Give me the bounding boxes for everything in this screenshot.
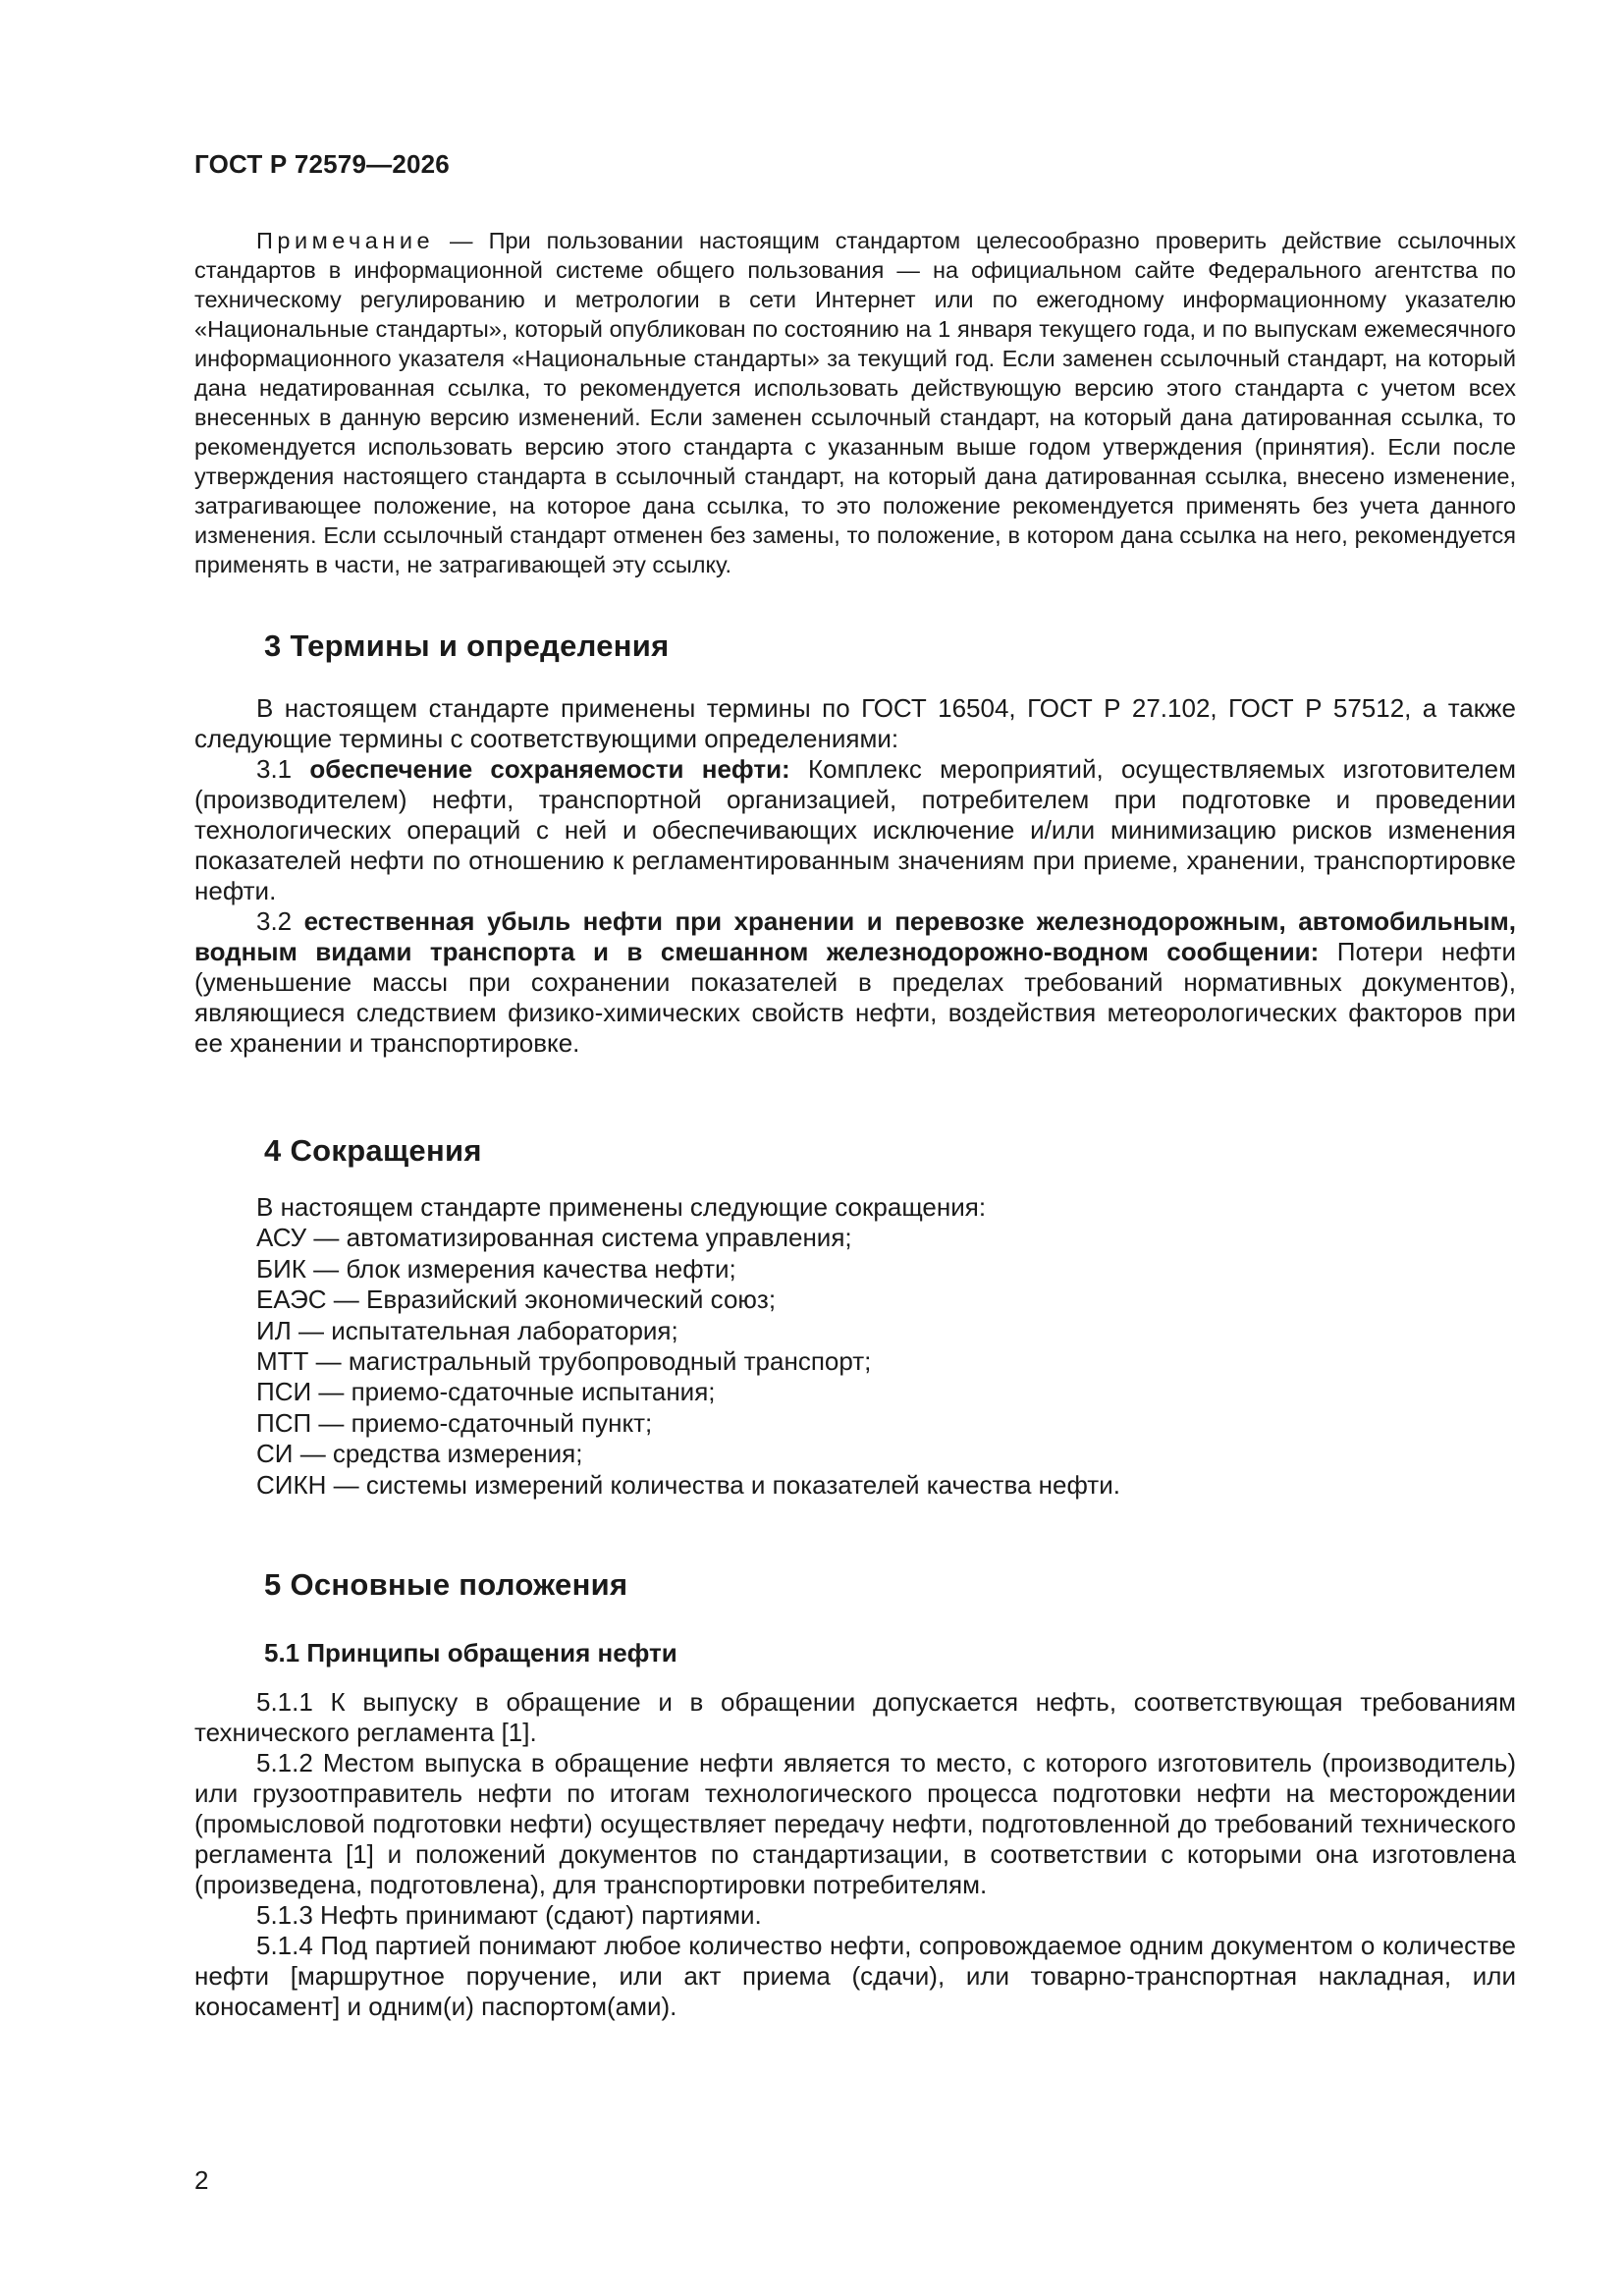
term-definition: Потери нефти (уменьшение массы при сохранении показателей в пределах требований нормативных документов), являющиеся следствием физико-химических свойств нефти, воздействия метеорологических факторов при ее хранении и транспортировке. [194, 937, 1516, 1058]
section-5-heading: 5 Основные положения [264, 1567, 628, 1602]
abbreviation-item: БИК — блок измерения качества нефти; [256, 1253, 736, 1284]
abbreviation-item: СИКН — системы измерений количества и показателей качества нефти. [256, 1469, 1120, 1500]
term-number: 3.2 [256, 906, 293, 936]
clause-5-1-4: 5.1.4 Под партией понимают любое количество нефти, сопровождаемое одним документом о количестве нефти [маршрутное поручение, или акт приема (сдачи), или товарно-транспортная накладная, или коносамент] и одним(и) паспортом(ами). [194, 1931, 1516, 2021]
section-5-body [194, 1687, 1516, 2022]
abbreviation-item: АСУ — автоматизированная система управления; [256, 1223, 852, 1253]
section-3-intro: В настоящем стандарте применены термины по ГОСТ 16504, ГОСТ Р 27.102, ГОСТ Р 57512, а также следующие термины с соответствующими определениями: [194, 693, 1516, 753]
note-paragraph [194, 226, 1516, 579]
term-3-2 [194, 906, 1516, 1059]
section-3-heading: 3 Термины и определения [264, 629, 670, 663]
section-4-heading: 4 Сокращения [264, 1133, 482, 1168]
term-definition: Комплекс мероприятий, осуществляемых изготовителем (производителем) нефти, транспортной организацией, потребителем при подготовке и проведении технологических операций с ней и обеспечивающих исключение и/или минимизацию рисков изменения показателей нефти по отношению к регламентированным значениям при приеме, хранении, транспортировке нефти. [194, 754, 1516, 905]
term-number: 3.1 [256, 754, 293, 784]
abbreviation-item: ИЛ — испытательная лаборатория; [256, 1315, 678, 1345]
subsection-5-1-heading: 5.1 Принципы обращения нефти [264, 1638, 677, 1667]
term-name: естественная убыль нефти при хранении и перевозке железнодорожным, автомобильным, водным видами транспорта и в смешанном железнодорожно-водном сообщении: [194, 906, 1516, 966]
note-text: — При пользовании настоящим стандартом целесообразно проверить действие ссылочных стандартов в информационной системе общего пользования — на официальном сайте Федерального агентства по техническому регулированию и метрологии в сети Интернет или по ежегодному информационному указателю «Национальные стандарты», который опубликован по состоянию на 1 января текущего года, и по выпускам ежемесячного информационного указателя «Национальные стандарты» за текущий год. Если заменен ссылочный стандарт, на который дана недатированная ссылка, то рекомендуется использовать действующую версию этого стандарта с учетом всех внесенных в данную версию изменений. Если заменен ссылочный стандарт, на который дана датированная ссылка, то рекомендуется использовать версию этого стандарта с указанным выше годом утверждения (принятия). Если после утверждения настоящего стандарта в ссылочный стандарт, на который дана датированная ссылка, внесено изменение, затрагивающее положение, на которое дана ссылка, то это положение рекомендуется применять без учета данного изменения. Если ссылочный стандарт отменен без замены, то положение, в котором дана ссылка на него, рекомендуется применять в части, не затрагивающей эту ссылку. [194, 228, 1516, 577]
document-code: ГОСТ Р 72579—2026 [194, 149, 450, 179]
clause-5-1-3: 5.1.3 Нефть принимают (сдают) партиями. [256, 1900, 762, 1930]
section-3-body [194, 693, 1516, 1059]
page-number: 2 [194, 2165, 209, 2195]
abbreviation-item: ПСИ — приемо-сдаточные испытания; [256, 1377, 716, 1407]
abbreviations-intro: В настоящем стандарте применены следующие сокращения: [256, 1192, 987, 1222]
abbreviation-item: ЕАЭС — Евразийский экономический союз; [256, 1285, 777, 1315]
clause-5-1-1: 5.1.1 К выпуску в обращение и в обращении допускается нефть, соответствующая требованиям технического регламента [1]. [194, 1687, 1516, 1747]
note-label: Примечание [256, 228, 435, 253]
abbreviation-item: ПСП — приемо-сдаточный пункт; [256, 1407, 653, 1438]
abbreviation-item: МТТ — магистральный трубопроводный транспорт; [256, 1346, 872, 1377]
clause-5-1-2: 5.1.2 Местом выпуска в обращение нефти является то место, с которого изготовитель (производитель) или грузоотправитель нефти по итогам технологического процесса подготовки нефти на месторождении (промысловой подготовки нефти) осуществляет передачу нефти, подготовленной до требований технического регламента [1] и положений документов по стандартизации, в соответствии с которыми она изготовлена (произведена, подготовлена), для транспортировки потребителям. [194, 1748, 1516, 1899]
abbreviation-item: СИ — средства измерения; [256, 1439, 583, 1469]
abbreviations-list [256, 1192, 1120, 1501]
term-3-1 [194, 754, 1516, 906]
term-name: обеспечение сохраняемости нефти: [309, 754, 790, 784]
